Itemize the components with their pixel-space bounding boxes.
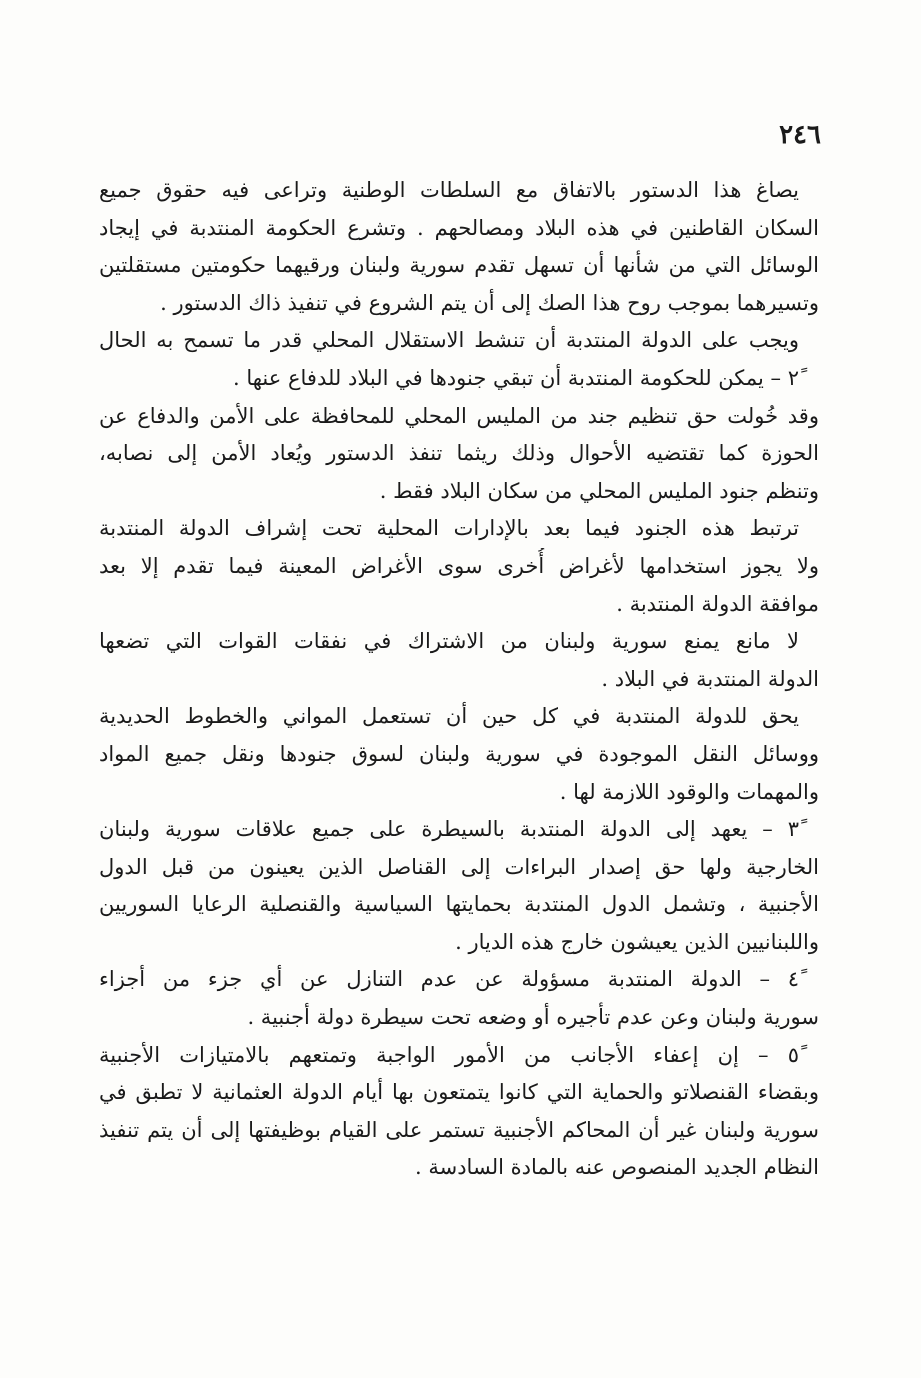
text-line: ووسائل النقل الموجودة في سورية ولبنان لسوق جنودها ونقل جميع المواد [99, 741, 819, 766]
text-line: الخارجية ولها حق إصدار البراءات إلى القناصل الذين يعينون من قبل الدول [99, 854, 819, 879]
text-line: يصاغ هذا الدستور بالاتفاق مع السلطات الوطنية وتراعى فيه حقوق جميع [99, 178, 799, 202]
text-line: موافقة الدولة المنتدبة . [616, 591, 819, 616]
text-line: الوسائل التي من شأنها أن تسهل تقدم سورية ولبنان ورقيهما حكومتين مستقلتين [99, 253, 819, 278]
text-line: النظام الجديد المنصوص عنه بالمادة السادسة . [415, 1155, 819, 1180]
text-line: وتنظم جنود المليس المحلي من سكان البلاد فقط . [379, 478, 819, 503]
text-line: الأجنبية ، وتشمل الدول المنتدبة بحمايتها السياسية والقنصلية الرعايا السوريين [99, 892, 819, 917]
text-line: الدولة المنتدبة في البلاد . [601, 666, 819, 691]
text-line: والمهمات والوقود اللازمة لها . [559, 779, 819, 804]
text-line: ترتبط هذه الجنود فيما بعد بالإدارات المحلية تحت إشراف الدولة المنتدبة [99, 516, 799, 541]
text-line: وبقضاء القنصلاتو والحماية التي كانوا يتمتعون بها أيام الدولة العثمانية لا تطبق في [99, 1080, 819, 1105]
page-number: ٢٤٦ [779, 120, 821, 150]
text-line: ويجب على الدولة المنتدبة أن تنشط الاستقلال المحلي قدر ما تسمح به الحال [99, 328, 799, 353]
text-line: سورية ولبنان غير أن المحاكم الأجنبية تستمر على القيام بوظيفتها إلى أن يتم تنفيذ [99, 1117, 819, 1142]
text-line: لا مانع يمنع سورية ولبنان من الاشتراك في نفقات القوات التي تضعها [99, 629, 799, 654]
text-line: السكان القاطنين في هذه البلاد ومصالحهم . وتشرع الحكومة المنتدبة في إيجاد [99, 215, 819, 240]
text-line: وقد خُولت حق تنظيم جند من المليس المحلي للمحافظة على الأمن والدفاع عن [99, 403, 819, 428]
text-line: ٣ً – يعهد إلى الدولة المنتدبة بالسيطرة على جميع علاقات سورية ولبنان [99, 817, 799, 842]
text-line: سورية ولبنان وعن عدم تأجيره أو وضعه تحت سيطرة دولة أجنبية . [247, 1005, 819, 1030]
text-line: الحوزة كما تقتضيه الأحوال وذلك ريثما تنفذ الدستور ويُعاد الأمن إلى نصابه، [99, 441, 819, 466]
text-line: وتسيرهما بموجب روح هذا الصك إلى أن يتم الشروع في تنفيذ ذاك الدستور . [160, 290, 819, 315]
text-line: ٢ً – يمكن للحكومة المنتدبة أن تبقي جنودها في البلاد للدفاع عنها . [233, 365, 799, 390]
text-line: ٥ً – إن إعفاء الأجانب من الأمور الواجبة وتمتعهم بالامتيازات الأجنبية [99, 1042, 799, 1067]
body-text [99, 172, 819, 1187]
text-line: ولا يجوز استخدامها لأغراض أُخرى سوى الأغراض المعينة فيما تقدم إلا بعد [99, 553, 819, 578]
text-line: ٤ً – الدولة المنتدبة مسؤولة عن عدم التنازل عن أي جزء من أجزاء [99, 967, 799, 992]
text-line: واللبنانيين الذين يعيشون خارج هذه الديار . [455, 929, 819, 954]
text-line: يحق للدولة المنتدبة في كل حين أن تستعمل المواني والخطوط الحديدية [99, 704, 799, 729]
